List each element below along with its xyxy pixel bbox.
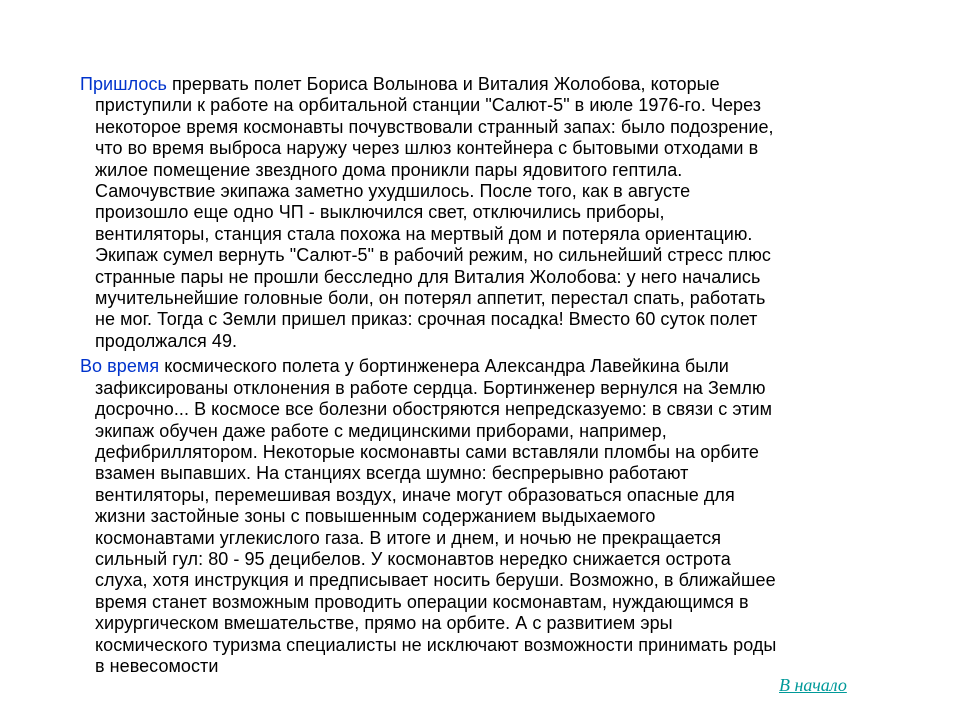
paragraph-line: космического туризма специалисты не исключают возможности принимать роды — [95, 634, 777, 655]
paragraph-laveikin — [80, 356, 910, 677]
paragraph-line: мучительнейшие головные боли, он потерял аппетит, перестал спать, работать — [95, 288, 766, 309]
paragraph-line: взамен выпавших. На станциях всегда шумно: беспрерывно работают — [95, 463, 689, 484]
paragraph-line: прервать полет Бориса Волынова и Виталия Жолобова, которые — [172, 74, 720, 94]
paragraph-line: время станет возможным проводить операции космонавтам, нуждающимся в — [95, 591, 749, 612]
paragraph-line: космонавтами углекислого газа. В итоге и днем, и ночью не прекращается — [95, 527, 722, 548]
paragraph-line: зафиксированы отклонения в работе сердца. Бортинженер вернулся на Землю — [95, 377, 766, 398]
paragraph-line: вентиляторы, станция стала похожа на мертвый дом и потеряла ориентацию. — [95, 223, 753, 244]
paragraph-lead-word: Во время — [80, 356, 160, 377]
paragraph-line: некоторое время космонавты почувствовали странный запах: было подозрение, — [95, 116, 774, 137]
paragraph-line: Самочувствие экипажа заметно ухудшилось. После того, как в августе — [95, 181, 691, 202]
paragraph-line: дефибриллятором. Некоторые космонавты сами вставляли пломбы на орбите — [95, 441, 759, 462]
paragraph-line: вентиляторы, перемешивая воздух, иначе могут образоваться опасные для — [95, 484, 735, 505]
paragraph-line: жилое помещение звездного дома проникли пары ядовитого гептила. — [95, 159, 683, 180]
paragraph-line: не мог. Тогда с Земли пришел приказ: срочная посадка! Вместо 60 суток полет — [95, 309, 758, 330]
paragraph-line: произошло еще одно ЧП - выключился свет, отключились приборы, — [95, 202, 665, 223]
paragraph-line: странные пары не прошли бесследно для Виталия Жолобова: у него начались — [95, 266, 761, 287]
paragraph-line: экипаж обучен даже работе с медицинскими приборами, например, — [95, 420, 667, 441]
paragraph-line: Экипаж сумел вернуть "Салют-5" в рабочий режим, но сильнейший стресс плюс — [95, 245, 771, 266]
paragraph-salyut5 — [80, 74, 910, 352]
paragraph-line: что во время выброса наружу через шлюз контейнера с бытовыми отходами в — [95, 138, 759, 159]
paragraph-line: хирургическом вмешательстве, прямо на орбите. А с развитием эры — [95, 613, 673, 634]
paragraph-line: продолжался 49. — [95, 330, 238, 351]
paragraph-line: сильный гул: 80 - 95 децибелов. У космонавтов нередко снижается острота — [95, 548, 731, 569]
paragraph-line: жизни застойные зоны с повышенным содержанием выдыхаемого — [95, 506, 656, 527]
article-body — [80, 74, 910, 681]
paragraph-line: слуха, хотя инструкция и предписывает носить беруши. Возможно, в ближайшее — [95, 570, 776, 591]
back-to-start-link[interactable]: В начало — [779, 675, 847, 695]
paragraph-line: космического полета у бортинженера Александра Лавейкина были — [164, 356, 729, 377]
paragraph-line: досрочно... В космосе все болезни обостряются непредсказуемо: в связи с этим — [95, 399, 773, 420]
paragraph-line: приступили к работе на орбитальной станции "Салют-5" в июле 1976-го. Через — [95, 95, 762, 116]
paragraph-lead-word: Пришлось — [80, 74, 167, 94]
paragraph-line: в невесомости — [95, 655, 219, 676]
